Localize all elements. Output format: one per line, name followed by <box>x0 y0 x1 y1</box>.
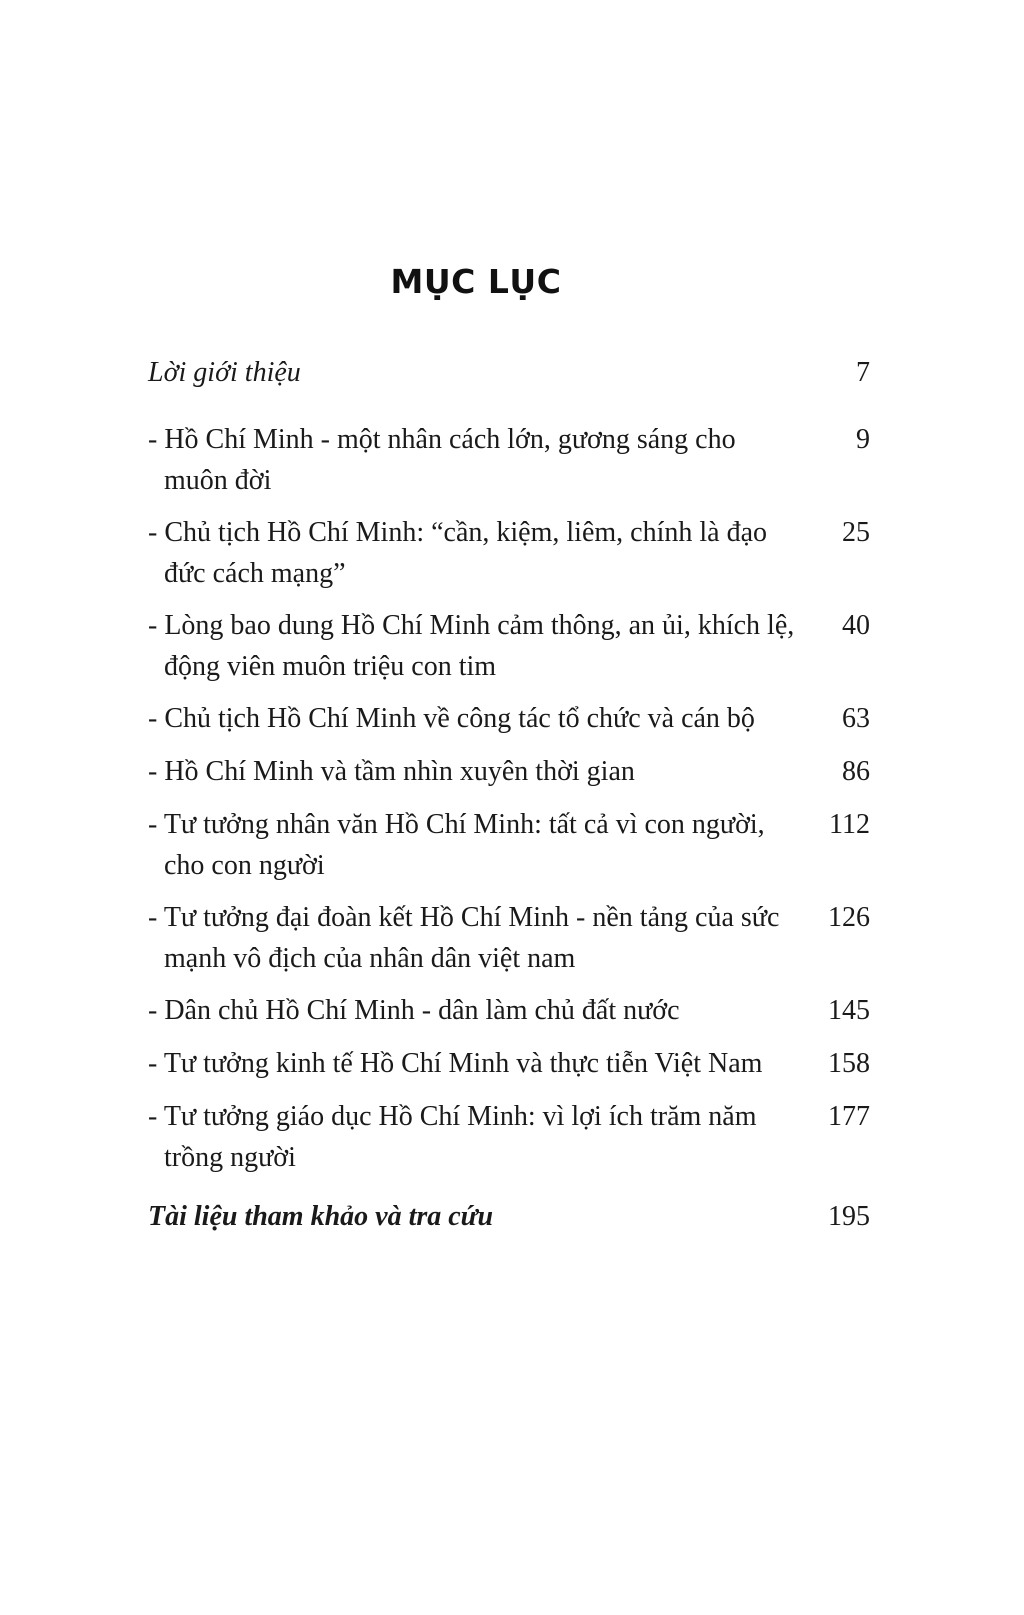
toc-entry-title: - Tư tưởng nhân văn Hồ Chí Minh: tất cả vì con người, cho con người <box>148 809 765 881</box>
toc-entry-title: - Hồ Chí Minh và tầm nhìn xuyên thời gian <box>148 756 635 787</box>
toc-entry-title: - Lòng bao dung Hồ Chí Minh cảm thông, an ủi, khích lệ, động viên muôn triệu con tim <box>148 610 795 682</box>
toc-entry-title: Tài liệu tham khảo và tra cứu <box>148 1201 494 1232</box>
page-title: MỤC LỤC <box>390 262 562 301</box>
toc-entry-page: 177 <box>828 1101 870 1132</box>
toc-entry-page: 86 <box>842 756 870 787</box>
toc-entry-page: 25 <box>842 517 870 548</box>
toc-entry-title: - Tư tưởng giáo dục Hồ Chí Minh: vì lợi ích trăm năm trồng người <box>148 1101 757 1173</box>
toc-entry-page: 126 <box>828 902 870 933</box>
toc-entry-page: 7 <box>856 357 870 388</box>
toc-entry-page: 63 <box>842 703 870 734</box>
toc-entry-title: - Chủ tịch Hồ Chí Minh về công tác tổ chức và cán bộ <box>148 703 755 734</box>
toc-entry-page: 158 <box>828 1048 870 1079</box>
toc-entry-page: 195 <box>828 1201 870 1232</box>
toc-entry-page: 112 <box>829 809 870 840</box>
toc-entry-page: 145 <box>828 995 870 1026</box>
toc-entry-page: 9 <box>856 424 870 455</box>
toc-entry-title: - Chủ tịch Hồ Chí Minh: “cần, kiệm, liêm, chính là đạo đức cách mạng” <box>148 517 767 589</box>
toc-entry-title: Lời giới thiệu <box>148 357 301 388</box>
toc-entry-title: - Dân chủ Hồ Chí Minh - dân làm chủ đất nước <box>148 995 680 1026</box>
toc-entry-title: - Tư tưởng kinh tế Hồ Chí Minh và thực tiễn Việt Nam <box>148 1048 763 1079</box>
toc-entry-page: 40 <box>842 610 870 641</box>
toc-entry-title: - Tư tưởng đại đoàn kết Hồ Chí Minh - nền tảng của sức mạnh vô địch của nhân dân việt nam <box>148 902 780 974</box>
toc-entry-title: - Hồ Chí Minh - một nhân cách lớn, gương sáng cho muôn đời <box>148 424 736 496</box>
